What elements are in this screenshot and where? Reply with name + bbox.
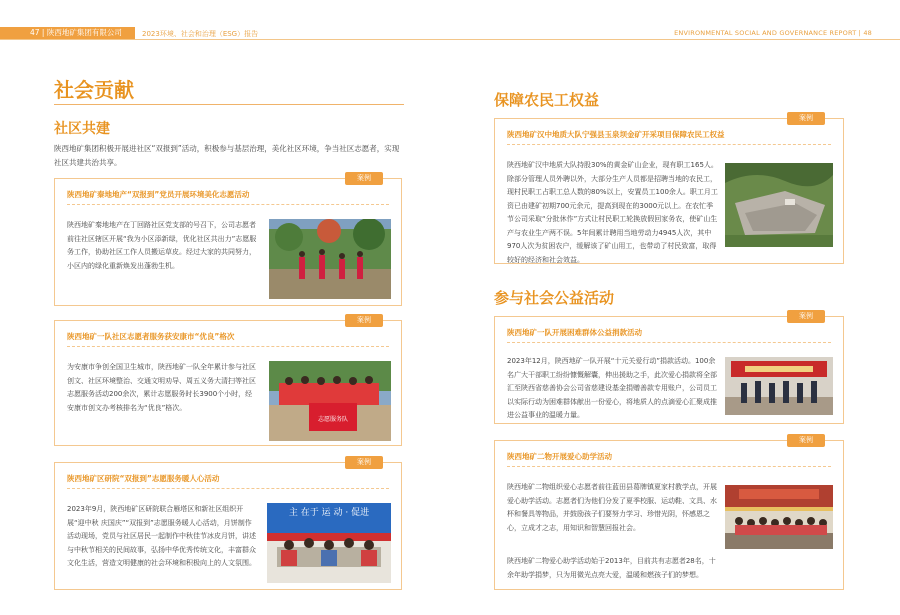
left-report-title: 2023环境、社会和治理（ESG）报告 [142, 30, 259, 38]
left-page-label: 47 | 陕西地矿集团有限公司 [30, 28, 122, 37]
donation-event-photo [725, 357, 833, 415]
case-badge: 案例 [345, 314, 383, 327]
case-title: 陕西地矿区研院“双报到”志愿服务暖人心活动 [67, 474, 220, 483]
case-text-2: 陕西地矿二物爱心助学活动始于2013年，目前共有志愿者28名，十余年助学捐梦，只为用微光点亮大爱，温暖和燃孩子们的梦想。 [507, 557, 716, 579]
mooncake-event-photo [267, 503, 391, 583]
sign-text: 主 在于 运 动 · 促进 [288, 508, 370, 518]
community-intro: 陕西地矿集团积极开展进社区“双报到”活动，积极参与基层治理，美化社区环境，争当社区志愿者，实现社区共建共治共享。 [54, 144, 400, 167]
case-text: 2023年9月，陕西地矿区研院联合雁塔区和新社区组织开展“迎中秋 庆国庆”“双报到”志愿服务暖人心活动，月饼制作活动现场，党员与社区居民一起制作中秋佳节冰皮月饼，讲述与中秋节相关的民间故事，弘扬中华优秀传统文化，丰富群众文化生活，营造文明健康的社会环境和积极向上的人文氛围。 [67, 505, 256, 567]
subsection-title-community: 社区共建 [54, 121, 110, 137]
case-badge: 案例 [345, 172, 383, 185]
case-title: 陕西地矿秦地地产“双报到”党员开展环境美化志愿活动 [67, 190, 250, 199]
case-divider [507, 144, 831, 145]
case-card-volunteer-service [54, 316, 402, 446]
volunteers-greening-photo [269, 219, 391, 299]
case-divider [67, 204, 389, 205]
case-divider [507, 466, 831, 467]
case-title: 陕西地矿一队开展困难群体公益捐款活动 [507, 328, 642, 337]
case-divider [67, 346, 389, 347]
case-badge: 案例 [787, 112, 825, 125]
section-title-public-welfare: 参与社会公益活动 [494, 289, 615, 307]
case-badge: 案例 [787, 434, 825, 447]
gold-mine-photo [725, 163, 833, 247]
case-divider [507, 342, 831, 343]
student-aid-photo [725, 485, 833, 549]
case-card-mid-autumn [54, 458, 402, 590]
left-page-tab [0, 27, 135, 39]
right-report-title: ENVIRONMENTAL SOCIAL AND GOVERNANCE REPORT | 48 [674, 29, 872, 37]
case-title: 陕西地矿汉中地质大队宁强县玉泉坝金矿开采项目保障农民工权益 [507, 130, 725, 139]
case-text: 2023年12月，陕西地矿一队开展“十元关爱行动”捐款活动。100余名广大干部职工纷纷慷慨解囊，伸出援助之手，此次爱心捐款将全部汇至陕西省慈善协会公司省慈建设基金捐赠善款专用账户，公司员工以实际行动为困难群体献出一份爱心，将地质人的点滴爱心汇聚成推进公益事业的温暖力量。 [507, 357, 717, 419]
case-card-greening [54, 174, 402, 306]
banner-text: 志愿服务队 [317, 416, 349, 423]
case-text-1: 陕西地矿二物组织爱心志愿者前往蓝田县葛牌镇夏家村教学点，开展爱心助学活动。志愿者们为他们分发了夏季校服、运动鞋、文具、水杯和餐具等物品，并鼓励孩子们要努力学习、珍惜光阴，怀感恩之心，立成才之志，用知识和智慧回报社会。 [507, 483, 717, 532]
case-badge: 案例 [345, 456, 383, 469]
volunteer-team-photo [269, 361, 391, 441]
case-divider [67, 488, 389, 489]
case-title: 陕西地矿一队社区志愿者服务获安康市“优良”格次 [67, 332, 235, 341]
case-text: 陕西地矿汉中地质大队持股30%的黄金矿山企业，现有职工165人。除部分管理人员外聘以外，大部分生产人员都是招聘当地的农民工，现村民职工占职工总人数的80%以上，安置员工100余人。职工月工资已由建矿初期700元余元，提高到现在的3000元以上。在农忙季节公司采取“分批休作”方式让村民职工轮换放假回家务农，使矿山生产与农业生产两不误。5年间累计聘用当地劳动力4945人次，其中970人次为贫困农户，缓解该了矿山用工，也带动了村民致富，取得较好的经济和社会效益。 [507, 161, 718, 264]
case-text: 陕西地矿秦地地产在丁回路社区党支部的号召下，公司志愿者前往社区辖区开展“我为小区添新绿，优化社区共出力”志愿服务工作，协助社区工作人员搬运草皮。经过大家的共同努力，小区内的绿化重新焕发出蓬勃生机。 [67, 221, 257, 270]
section-title-social: 社会贡献 [54, 78, 134, 102]
header-divider [0, 39, 900, 40]
page-header [0, 0, 900, 40]
section-title-migrant-rights: 保障农民工权益 [494, 91, 600, 109]
case-title: 陕西地矿二物开展爱心助学活动 [507, 452, 612, 461]
case-card-migrant-workers [494, 114, 844, 264]
case-badge: 案例 [787, 310, 825, 323]
section-title-underline [54, 104, 404, 105]
case-card-student-aid [494, 436, 844, 590]
case-card-donation [494, 312, 844, 424]
case-text: 为安康市争创全国卫生城市，陕西地矿一队全年累计参与社区创文、社区环境整治、交通文明劝导、周五义务大清扫等社区志愿服务活动200余次，累计志愿服务时长3900个小时，经安康市创文办考核排名为“优良”格次。 [67, 363, 256, 412]
